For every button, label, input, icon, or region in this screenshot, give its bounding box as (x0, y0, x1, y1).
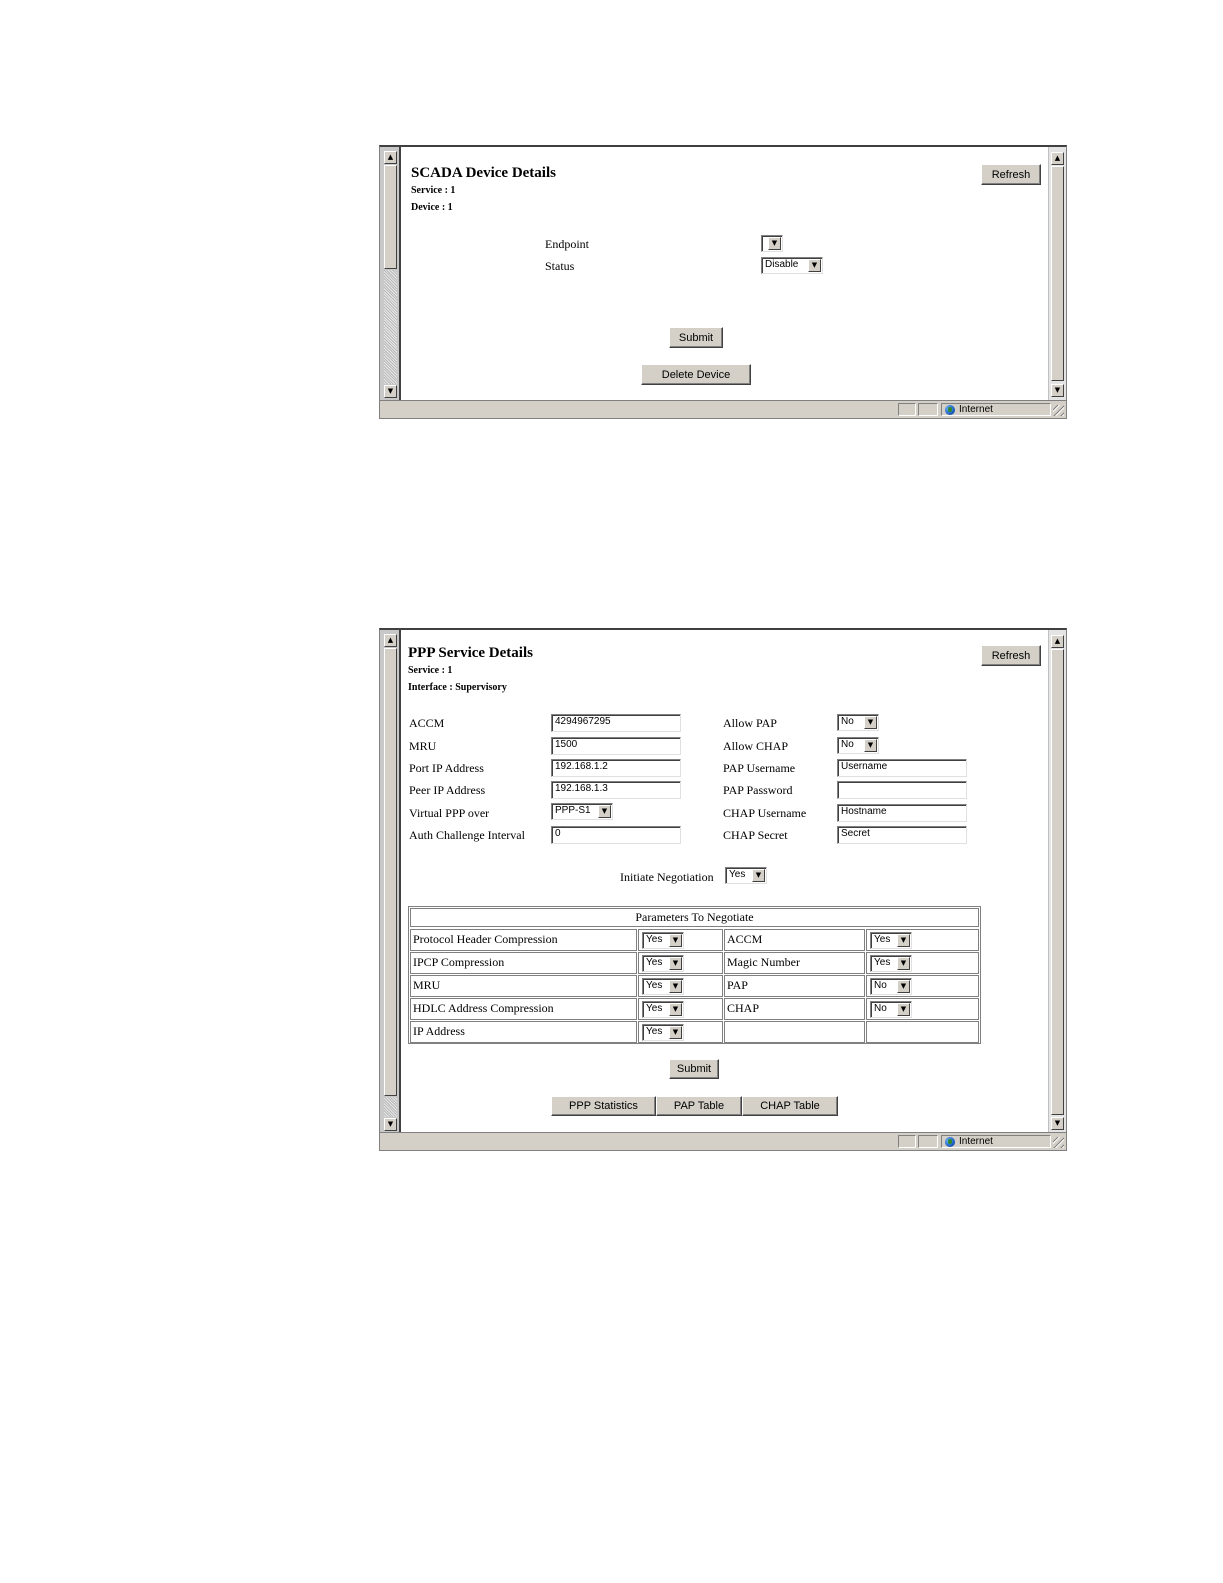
tab-chap-table[interactable]: CHAP Table (742, 1096, 838, 1116)
table-cell (866, 929, 979, 951)
refresh-button[interactable]: Refresh (981, 645, 1041, 666)
pap-username-field[interactable]: Username (837, 759, 967, 777)
parameter-label: PAP (727, 978, 748, 992)
parameter-label: ACCM (727, 932, 763, 946)
parameter-label: Magic Number (727, 955, 800, 969)
chap-secret-field[interactable]: Secret (837, 826, 967, 844)
zone-label: Internet (959, 404, 993, 415)
resize-grip-icon[interactable] (1053, 405, 1064, 416)
chevron-down-icon: ▼ (669, 957, 682, 970)
parameter-select-value: Yes (874, 934, 891, 945)
parameter-select[interactable] (870, 955, 912, 972)
interface-info: Interface : Supervisory (408, 682, 507, 693)
parameter-select[interactable] (642, 1024, 684, 1041)
chap-username-label: CHAP Username (723, 806, 807, 820)
chevron-down-icon: ▼ (669, 1026, 682, 1039)
table-cell (410, 952, 637, 974)
parameter-select-value: Yes (646, 980, 663, 991)
vertical-scrollbar[interactable] (1048, 630, 1066, 1135)
status-select-value: Disable (765, 259, 799, 270)
table-cell (724, 952, 865, 974)
pap-password-label: PAP Password (723, 783, 793, 797)
submit-button[interactable]: Submit (669, 327, 723, 348)
parameter-label: CHAP (727, 1001, 760, 1015)
chevron-down-icon: ▼ (669, 1003, 682, 1016)
chevron-down-icon: ▼ (897, 980, 910, 993)
scroll-down-arrow-icon[interactable]: ▼ (384, 385, 397, 398)
status-select[interactable] (761, 257, 823, 274)
pap-password-field[interactable] (837, 781, 967, 799)
scrollbar-thumb[interactable] (1051, 166, 1064, 381)
scroll-up-arrow-icon[interactable]: ▲ (384, 151, 397, 164)
service-info: Service : 1 (411, 185, 456, 196)
table-cell (724, 998, 865, 1020)
table-cell (866, 998, 979, 1020)
allow-chap-value: No (841, 739, 854, 750)
table-cell (724, 929, 865, 951)
parameter-label: Protocol Header Compression (413, 932, 558, 946)
chevron-down-icon: ▼ (864, 716, 877, 729)
parameter-label: HDLC Address Compression (413, 1001, 554, 1015)
ppp-window (379, 628, 1067, 1151)
chevron-down-icon: ▼ (669, 980, 682, 993)
parameter-select-value: Yes (646, 934, 663, 945)
scroll-down-arrow-icon[interactable]: ▼ (1051, 384, 1064, 397)
tab-pap-table[interactable]: PAP Table (656, 1096, 742, 1116)
security-zone (941, 403, 1051, 416)
parameter-select[interactable] (642, 932, 684, 949)
scada-content (401, 147, 1048, 400)
scroll-up-arrow-icon[interactable]: ▲ (1051, 635, 1064, 648)
parameters-table-header: Parameters To Negotiate (410, 908, 979, 927)
parameter-select[interactable] (870, 978, 912, 995)
table-cell (724, 1021, 865, 1043)
status-cell (898, 1135, 916, 1148)
port-ip-field[interactable]: 192.168.1.2 (551, 759, 681, 777)
chevron-down-icon: ▼ (598, 805, 611, 818)
scroll-up-arrow-icon[interactable]: ▲ (384, 634, 397, 647)
chevron-down-icon: ▼ (897, 1003, 910, 1016)
port-ip-label: Port IP Address (409, 761, 484, 775)
parameter-select[interactable] (642, 978, 684, 995)
parameter-label: IP Address (413, 1024, 465, 1038)
refresh-button[interactable]: Refresh (981, 164, 1041, 185)
parameter-select-value: Yes (646, 957, 663, 968)
table-cell (724, 975, 865, 997)
service-info: Service : 1 (408, 665, 453, 676)
peer-ip-field[interactable]: 192.168.1.3 (551, 781, 681, 799)
scrollbar-thumb[interactable] (384, 648, 397, 1096)
chap-secret-label: CHAP Secret (723, 828, 788, 842)
table-cell (638, 952, 723, 974)
page-title: PPP Service Details (408, 645, 533, 661)
auth-interval-field[interactable]: 0 (551, 826, 681, 844)
zone-label: Internet (959, 1136, 993, 1147)
scrollbar-track[interactable] (384, 1097, 397, 1117)
globe-icon (945, 405, 955, 415)
security-zone (941, 1135, 1051, 1148)
status-cell (918, 1135, 938, 1148)
parameter-select-value: Yes (874, 957, 891, 968)
parameter-select[interactable] (642, 955, 684, 972)
scrollbar-thumb[interactable] (1051, 649, 1064, 1115)
table-cell (410, 998, 637, 1020)
left-frame-scrollbar[interactable] (380, 147, 401, 402)
status-cell (918, 403, 938, 416)
status-label: Status (545, 259, 575, 273)
status-bar (380, 400, 1066, 418)
scroll-up-arrow-icon[interactable]: ▲ (1051, 152, 1064, 165)
mru-label: MRU (409, 739, 437, 753)
allow-pap-value: No (841, 716, 854, 727)
globe-icon (945, 1137, 955, 1147)
allow-pap-label: Allow PAP (723, 716, 777, 730)
table-cell (410, 929, 637, 951)
chap-username-field[interactable]: Hostname (837, 804, 967, 822)
virtual-ppp-value: PPP-S1 (555, 805, 591, 816)
accm-label: ACCM (409, 716, 445, 730)
chevron-down-icon: ▼ (752, 869, 765, 882)
endpoint-label: Endpoint (545, 237, 589, 251)
table-cell (866, 952, 979, 974)
scrollbar-thumb[interactable] (384, 165, 397, 269)
scada-window (379, 145, 1067, 419)
allow-chap-label: Allow CHAP (723, 739, 789, 753)
parameter-label: IPCP Compression (413, 955, 505, 969)
chevron-down-icon: ▼ (897, 934, 910, 947)
status-cell (898, 403, 916, 416)
left-frame-scrollbar[interactable] (380, 630, 401, 1135)
peer-ip-label: Peer IP Address (409, 783, 486, 797)
virtual-ppp-label: Virtual PPP over (409, 806, 490, 820)
initiate-negotiation-value: Yes (729, 869, 746, 880)
chevron-down-icon: ▼ (808, 259, 821, 272)
chevron-down-icon: ▼ (669, 934, 682, 947)
status-bar (380, 1132, 1066, 1150)
device-info: Device : 1 (411, 202, 453, 213)
tab-ppp-statistics[interactable]: PPP Statistics (551, 1096, 656, 1116)
endpoint-select[interactable] (761, 235, 783, 252)
scroll-down-arrow-icon[interactable]: ▼ (1051, 1117, 1064, 1130)
delete-device-button[interactable]: Delete Device (641, 364, 751, 385)
table-cell (638, 929, 723, 951)
chevron-down-icon: ▼ (864, 739, 877, 752)
auth-interval-label: Auth Challenge Interval (409, 828, 525, 842)
table-cell (638, 1021, 723, 1043)
table-cell (866, 975, 979, 997)
submit-button[interactable]: Submit (669, 1059, 719, 1079)
parameter-label: MRU (413, 978, 441, 992)
accm-field[interactable]: 4294967295 (551, 714, 681, 732)
vertical-scrollbar[interactable] (1048, 147, 1066, 402)
chevron-down-icon: ▼ (897, 957, 910, 970)
allow-chap-select[interactable] (837, 737, 879, 754)
parameter-select-value: No (874, 1003, 887, 1014)
page-title: SCADA Device Details (411, 165, 556, 181)
parameter-select[interactable] (870, 1001, 912, 1018)
pap-username-label: PAP Username (723, 761, 796, 775)
parameter-select-value: No (874, 980, 887, 991)
initiate-negotiation-select[interactable] (725, 867, 767, 884)
scroll-down-arrow-icon[interactable]: ▼ (384, 1118, 397, 1131)
resize-grip-icon[interactable] (1053, 1137, 1064, 1148)
ppp-content (401, 630, 1048, 1132)
parameter-select-value: Yes (646, 1026, 663, 1037)
parameter-select-value: Yes (646, 1003, 663, 1014)
parameter-select[interactable] (642, 1001, 684, 1018)
virtual-ppp-select[interactable] (551, 803, 613, 820)
allow-pap-select[interactable] (837, 714, 879, 731)
parameter-select[interactable] (870, 932, 912, 949)
parameters-table (408, 906, 981, 1044)
mru-field[interactable]: 1500 (551, 737, 681, 755)
table-cell (866, 1021, 979, 1043)
table-cell (410, 975, 637, 997)
initiate-negotiation-label: Initiate Negotiation (620, 870, 714, 884)
table-cell (410, 1021, 637, 1043)
scrollbar-track[interactable] (384, 270, 397, 384)
tab-bar (551, 1096, 838, 1116)
table-cell (638, 975, 723, 997)
table-cell (638, 998, 723, 1020)
chevron-down-icon: ▼ (768, 237, 781, 250)
